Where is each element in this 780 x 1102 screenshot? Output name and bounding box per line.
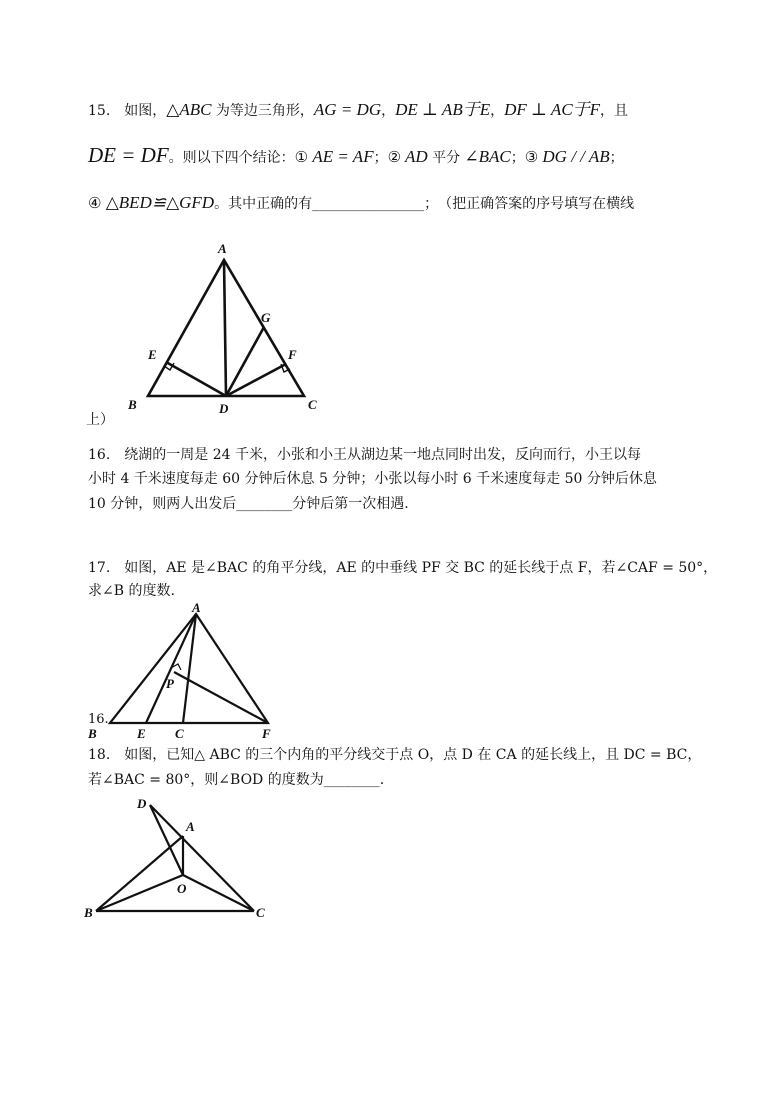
q15-line2: DE = DF。则以下四个结论：① AE = AF；② AD 平分 ∠BAC；③ DG / / AB；: [88, 143, 624, 167]
q15-line1: 15. 如图，△ABC 为等边三角形，AG = DG，DE ⊥ AB于E，DF ⊥ AC于F，且: [88, 100, 629, 119]
q17-label-P: P: [166, 676, 174, 691]
q17-figure: [86, 600, 286, 740]
q18-label-C: C: [256, 905, 265, 920]
q15-line3: ④ △BED≌△GFD。其中正确的有________________； （把正确答案的序号填写在横线: [88, 193, 635, 212]
q17-label-B: B: [88, 726, 97, 741]
q17-label-A: A: [192, 600, 201, 615]
q18-label-A: A: [186, 819, 195, 834]
q17-line1: 17. 如图，AE 是∠BAC 的角平分线，AE 的中垂线 PF 交 BC 的延长线于点 F，若∠CAF = 50°，: [88, 560, 718, 576]
q16-line2: 小时 4 千米速度每走 60 分钟后休息 5 分钟；小张以每小时 6 千米速度每走 50 分钟后休息: [88, 471, 657, 487]
q18-line1: 18. 如图，已知△ ABC 的三个内角的平分线交于点 O，点 D 在 CA 的延长线上，且 DC = BC，: [88, 747, 702, 763]
q17-label-num: 16.: [88, 712, 109, 727]
q15-label-A: A: [218, 241, 227, 256]
q15-label-C: C: [308, 397, 317, 412]
q18-figure: [80, 795, 280, 925]
q17-label-C: C: [175, 726, 184, 741]
q15-label-E: E: [148, 347, 157, 362]
q18-label-B: B: [84, 905, 93, 920]
q16-line1: 16. 绕湖的一周是 24 千米，小张和小王从湖边某一地点同时出发，反向而行，小王以每: [88, 447, 641, 463]
q15-label-D: D: [219, 401, 229, 416]
q17-line2: 求∠B 的度数.: [88, 583, 175, 599]
q18-line2: 若∠BAC = 80°，则∠BOD 的度数为________.: [88, 772, 385, 788]
q17-label-F: F: [262, 726, 271, 741]
q18-label-O: O: [177, 881, 187, 896]
q15-label-F: F: [288, 347, 297, 362]
q15-label-B: B: [128, 397, 137, 412]
q15-line4: 上）: [86, 412, 114, 428]
q18-label-D: D: [137, 796, 147, 811]
q15-figure: [110, 235, 370, 425]
q15-label-G: G: [261, 310, 271, 325]
q17-label-E: E: [137, 726, 146, 741]
q16-line3: 10 分钟，则两人出发后________分钟后第一次相遇.: [88, 496, 409, 512]
